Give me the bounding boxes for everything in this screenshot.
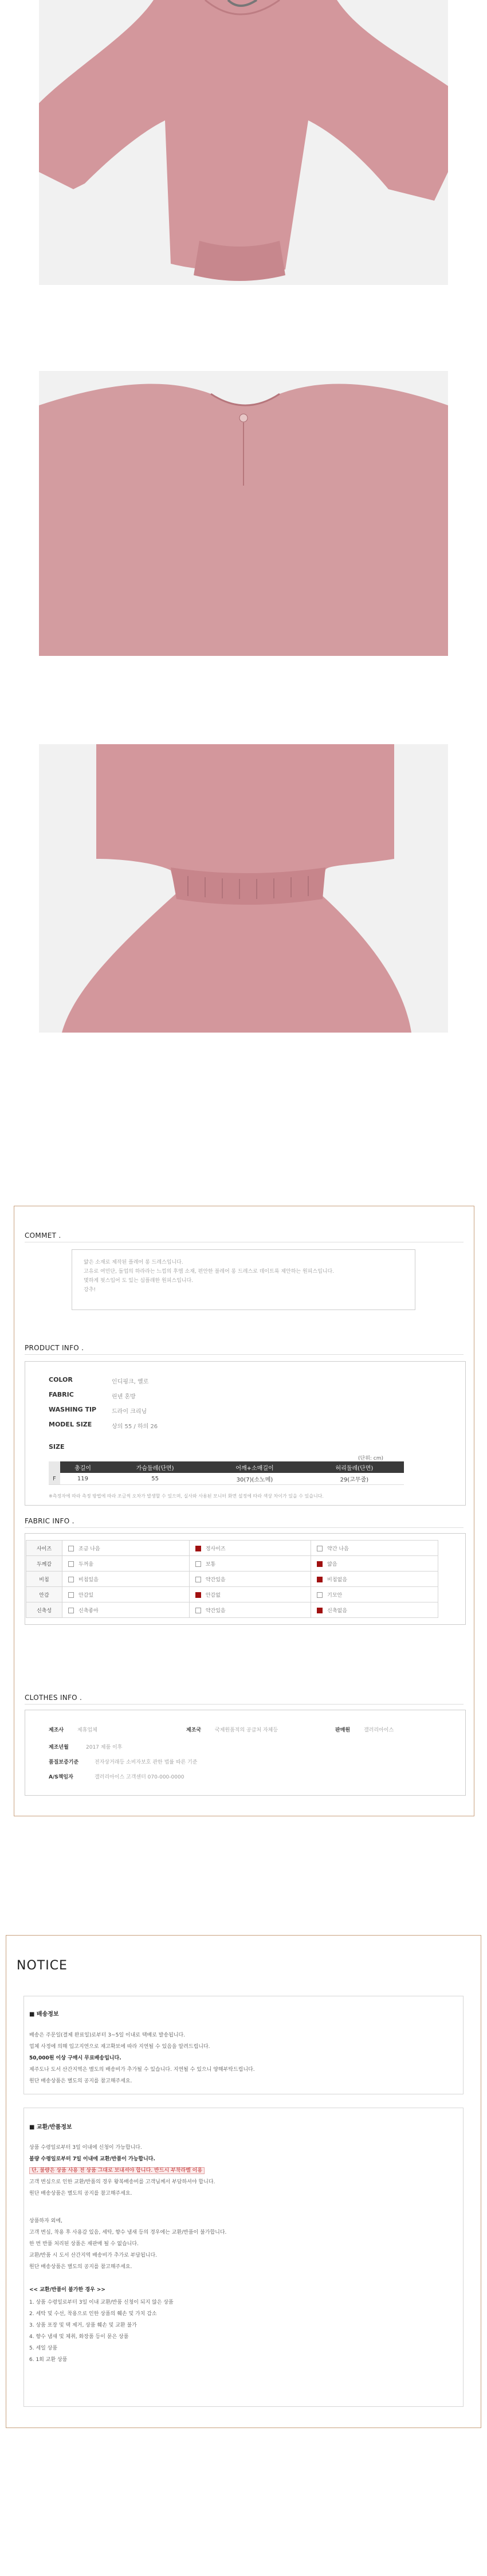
fabric-option <box>62 1602 190 1618</box>
unchecked-box-icon <box>317 1592 323 1598</box>
fabric-option <box>311 1572 438 1587</box>
notice-title: NOTICE <box>17 1959 68 1973</box>
fabric-option-label: 신축없음 <box>327 1608 347 1614</box>
fabric-option-label: 두꺼움 <box>78 1561 94 1568</box>
exchange-line: 원단 배송상품은 별도의 공지를 참고해주세요. <box>29 2191 132 2196</box>
product-photo-back-neck <box>39 371 448 656</box>
clothes-value: 전자상거래등 소비자보호 관한 법률 따른 기준 <box>95 1760 198 1765</box>
impossible-line: 3. 상품 포장 및 택 제거, 상품 훼손 및 교환 불가 <box>29 2323 137 2328</box>
exchange-line <box>29 2155 155 2162</box>
checked-box-icon <box>317 1561 323 1567</box>
fabric-option-label: 조금 나음 <box>78 1546 100 1552</box>
clothes-label: 제조사 <box>49 1727 64 1733</box>
clothes-label: 품질보증기준 <box>49 1760 79 1765</box>
impossible-line: 4. 향수 냄새 및 체취, 화장품 등이 묻은 상품 <box>29 2334 129 2340</box>
product-photo-shoulders <box>39 0 448 285</box>
notice-panel <box>6 1935 481 2428</box>
fabric-option <box>311 1556 438 1572</box>
exchange-line: 상품 수령일로부터 3일 이내에 신청이 가능합니다. <box>29 2145 142 2151</box>
fabric-option-label: 기모안 <box>327 1592 343 1598</box>
fabric-section-title: FABRIC INFO . <box>25 1517 74 1525</box>
exchange-line-bold: 불량 수령일로부터 7일 이내에 교환/반품이 가능합니다. <box>29 2156 155 2162</box>
shipping-line: 원단 배송상품은 별도의 공지를 참고해주세요. <box>29 2078 132 2084</box>
exchange-highlight: 단, 불량은 상품 사용 전 상품 그대로 보내셔야 합니다. 반드시 부착라벨 이용 <box>29 2167 205 2174</box>
fabric-table <box>26 1540 438 1618</box>
clothes-label: 제조년월 <box>49 1745 69 1750</box>
impossible-line: 5. 세일 상품 <box>29 2346 58 2351</box>
fabric-row-label: 비침 <box>26 1572 62 1587</box>
fabric-option <box>311 1587 438 1602</box>
fabric-option <box>189 1556 311 1572</box>
impossible-title <box>29 2285 105 2293</box>
clothes-label: 판매원 <box>335 1727 351 1733</box>
product-info-panel <box>14 1206 474 1816</box>
exchange-line-2: 한 번 반품 처리된 상품은 재판매 될 수 없습니다. <box>29 2241 139 2247</box>
fabric-option-label: 비침있음 <box>78 1577 99 1583</box>
fabric-option <box>189 1541 311 1556</box>
size-header: 총길이 <box>60 1461 105 1473</box>
checked-box-icon <box>317 1608 323 1613</box>
fabric-row <box>26 1587 438 1602</box>
impossible-line: 6. 1회 교환 상품 <box>29 2357 68 2363</box>
model-size-value: 상의 55 / 하의 26 <box>112 1424 158 1430</box>
exchange-line-2: 고객 변심, 착용 후 사용감 있음, 세탁, 향수 냄새 등의 경우에는 교환/반품이 불가합니다. <box>29 2230 227 2235</box>
fabric-option <box>189 1572 311 1587</box>
fabric-option-label: 얇음 <box>327 1561 337 1568</box>
size-cell: 119 <box>60 1473 105 1485</box>
exchange-line-2: 상품하자 외에, <box>29 2218 62 2224</box>
comment-line: 몇하게 핏스입어 도 있는 심플래한 원피스입니다. <box>84 1278 194 1284</box>
fabric-value: 린넨 혼방 <box>112 1394 136 1400</box>
unchecked-box-icon <box>68 1546 74 1551</box>
fabric-option <box>311 1541 438 1556</box>
size-table <box>49 1461 404 1485</box>
exchange-line-2: 교환/반품 시 도서 산간지역 배송비가 추가로 부담됩니다. <box>29 2253 158 2258</box>
color-label: COLOR <box>49 1376 73 1383</box>
fabric-option <box>62 1541 190 1556</box>
fabric-option <box>62 1587 190 1602</box>
checked-box-icon <box>195 1546 201 1551</box>
fabric-option-label: 약간 나음 <box>327 1546 349 1552</box>
clothes-value: 제휴업체 <box>77 1727 97 1733</box>
fabric-row <box>26 1541 438 1556</box>
fabric-option-label: 정사이즈 <box>205 1546 226 1552</box>
fabric-option <box>189 1587 311 1602</box>
fabric-option-label: 약간있음 <box>205 1577 226 1583</box>
impossible-line: 1. 상품 수령일로부터 3일 이내 교환/반품 신청이 되지 않은 상품 <box>29 2300 174 2305</box>
fabric-row-label: 안감 <box>26 1587 62 1602</box>
size-header-blank <box>49 1461 60 1473</box>
clothes-value: 갤러리아이스 <box>364 1727 394 1733</box>
fabric-option-label: 신축좋아 <box>78 1608 99 1614</box>
clothes-value: 국제원품적의 공급처 자체등 <box>215 1727 278 1733</box>
fabric-row-label: 사이즈 <box>26 1541 62 1556</box>
shipping-line <box>29 2054 121 2061</box>
unchecked-box-icon <box>195 1561 201 1567</box>
fabric-option-label: 안감없 <box>205 1592 221 1598</box>
unchecked-box-icon <box>68 1592 74 1598</box>
size-header: 가슴둘레(단면) <box>105 1461 205 1473</box>
size-cell: 30(7)(소노메) <box>205 1473 305 1485</box>
fabric-option-label: 약간있음 <box>205 1608 226 1614</box>
fabric-option <box>311 1602 438 1618</box>
size-header: 허리둘레(단면) <box>305 1461 404 1473</box>
size-cell: 55 <box>105 1473 205 1485</box>
checked-box-icon <box>317 1577 323 1582</box>
unchecked-box-icon <box>195 1608 201 1613</box>
fabric-option <box>62 1556 190 1572</box>
size-header: 어깨+소매길이 <box>205 1461 305 1473</box>
clothes-box <box>25 1710 466 1796</box>
shipping-line: 업체 사정에 의해 입고지연으로 재고확보에 따라 지연될 수 있음을 알려드립니다. <box>29 2044 210 2050</box>
comment-line: 얇은 소재로 제작된 플레어 롱 드레스입니다. <box>84 1260 183 1265</box>
divider <box>25 1704 464 1705</box>
size-label: SIZE <box>49 1443 65 1451</box>
clothes-value: 2017 제품 이후 <box>86 1745 123 1750</box>
comment-line: 강추! <box>84 1287 96 1293</box>
fabric-row <box>26 1556 438 1572</box>
shipping-title: ■ 배송정보 <box>29 2011 59 2018</box>
unchecked-box-icon <box>68 1561 74 1567</box>
unit-label: (단위: cm) <box>358 1456 384 1461</box>
fabric-row-label: 두께감 <box>26 1556 62 1572</box>
fabric-option-label: 비침없음 <box>327 1577 347 1583</box>
clothes-label: A/S책임자 <box>49 1774 73 1780</box>
checked-box-icon <box>195 1592 201 1598</box>
exchange-title: ■ 교환/반품정보 <box>29 2124 72 2131</box>
comment-box <box>72 1249 415 1310</box>
size-cell: 29(고무줄) <box>305 1473 404 1485</box>
unchecked-box-icon <box>195 1577 201 1582</box>
fabric-option-label: 안감있 <box>78 1592 94 1598</box>
size-note: ※측정자에 따라 측정 방법에 따라 조금씩 오차가 발생할 수 있으며, 실사와 사용된 모니터 화면 설정에 따라 색상 차이가 있을 수 있습니다. <box>49 1494 324 1499</box>
shipping-line: 배송은 주문일(결제 완료일)로부터 3~5일 이내로 택배로 발송됩니다. <box>29 2032 186 2038</box>
comment-line: 고유로 여민단, 돌업의 하라라는 느낌의 후엠 소재, 편안한 블레어 롱 드레스로 데이트룩 제안하는 원피스입니다. <box>84 1269 335 1275</box>
shipping-line: 제주도나 도서 산간지역은 별도의 배송비가 추가될 수 있습니다. 지연될 수 있으니 양해부탁드립니다. <box>29 2067 255 2073</box>
unchecked-box-icon <box>68 1608 74 1613</box>
impossible-title-text: << 교환/반품이 불가한 경우 >> <box>29 2287 105 2293</box>
color-value: 인디핑크, 옐로 <box>112 1379 149 1385</box>
clothes-label: 제조국 <box>186 1727 202 1733</box>
exchange-line <box>29 2166 205 2174</box>
impossible-line: 2. 세탁 및 수선, 착용으로 인한 상품의 훼손 및 가치 감소 <box>29 2311 157 2317</box>
model-size-label: MODEL SIZE <box>49 1421 92 1428</box>
washing-tip-label: WASHING TIP <box>49 1406 97 1413</box>
exchange-line: 고객 변심으로 인한 교환/반품의 경우 왕복배송비를 고객님께서 부담하셔야 합니다. <box>29 2179 215 2185</box>
fabric-option-label: 보통 <box>205 1561 216 1568</box>
fabric-row-label: 신축성 <box>26 1602 62 1618</box>
unchecked-box-icon <box>317 1546 323 1551</box>
product-section-title: PRODUCT INFO . <box>25 1344 84 1352</box>
exchange-line-2: 원단 배송상품은 별도의 공지를 참고해주세요. <box>29 2264 132 2270</box>
fabric-option <box>189 1602 311 1618</box>
fabric-row <box>26 1572 438 1587</box>
fabric-option <box>62 1572 190 1587</box>
divider <box>25 1354 464 1355</box>
fabric-row <box>26 1602 438 1618</box>
comment-section-title: COMMET . <box>25 1232 61 1240</box>
fabric-label: FABRIC <box>49 1391 74 1398</box>
unchecked-box-icon <box>68 1577 74 1582</box>
shipping-line-bold: 50,000원 이상 구매시 무료배송입니다. <box>29 2055 121 2061</box>
washing-tip-value: 드라이 크리닝 <box>112 1409 147 1415</box>
divider <box>25 1527 464 1528</box>
product-photo-waist <box>39 744 448 1033</box>
clothes-value: 갤러리아이스 고객센터 070-000-0000 <box>95 1774 184 1780</box>
clothes-section-title: CLOTHES INFO . <box>25 1694 83 1702</box>
size-cell: F <box>49 1473 60 1485</box>
